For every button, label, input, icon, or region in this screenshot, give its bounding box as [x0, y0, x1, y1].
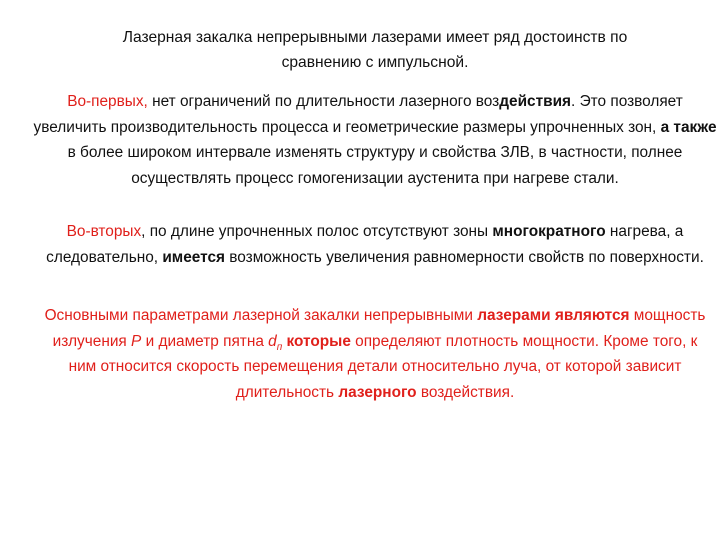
p3-emph-laser: лазерного: [338, 383, 417, 401]
lead-second: Во-вторых: [66, 223, 142, 240]
p3-text-i: определяют плотность мощности. Кроме того, к ним относится скорость перемещения детали относительно луча, от которой зависит длительность: [68, 332, 698, 401]
p1-emph-action: действия: [499, 93, 572, 110]
p3-emph-lasers: лазерами: [477, 307, 551, 324]
symbol-d-subscript: п: [276, 341, 283, 353]
p3-text-a: Основными параметрами лазерной закалки непрерывными: [44, 307, 478, 324]
paragraph-main-parameters: [40, 303, 710, 405]
p2-emph-multiple: многократного: [492, 223, 606, 240]
p3-text-f: и диаметр пятна: [141, 332, 269, 350]
symbol-d: d: [268, 332, 277, 350]
p3-text-k: воздействия.: [416, 383, 515, 401]
slide-title: [60, 25, 690, 75]
symbol-spot-diameter: [268, 332, 283, 353]
lead-first: Во-первых,: [67, 93, 148, 110]
p2-emph-exists: имеется: [162, 248, 225, 266]
title-line-1: Лазерная закалка непрерывными лазерами имеет ряд достоинств по: [122, 29, 628, 46]
p1-text-c: . Это позволяет увеличить производительность процесса и геометрические размеры упрочненных зон,: [33, 93, 683, 136]
p3-text-e: мощность излучения: [52, 307, 706, 350]
paragraph-second-advantage: [40, 219, 710, 270]
paragraph-first-advantage: [30, 89, 720, 191]
p3-emph-which: которые: [286, 332, 351, 350]
p1-emph-also: а также: [660, 118, 717, 136]
symbol-power-P: P: [131, 332, 142, 350]
p2-text-c: нагрева, а следовательно,: [46, 223, 684, 266]
p2-text-e: возможность увеличения равномерности свойств по поверхности.: [224, 248, 704, 266]
title-line-2: сравнению с импульсной.: [281, 54, 469, 71]
p3-emph-are: являются: [554, 307, 630, 324]
p1-text-e: в более широком интервале изменять структуру и свойства ЗЛВ, в частности, полнее осуществлять процесс гомогенизации аустенита при нагреве стали.: [67, 144, 683, 187]
p2-text-a: , по длине упрочненных полос отсутствуют зоны: [141, 223, 493, 240]
p1-text-a: нет ограничений по длительности лазерного воз: [147, 93, 500, 110]
